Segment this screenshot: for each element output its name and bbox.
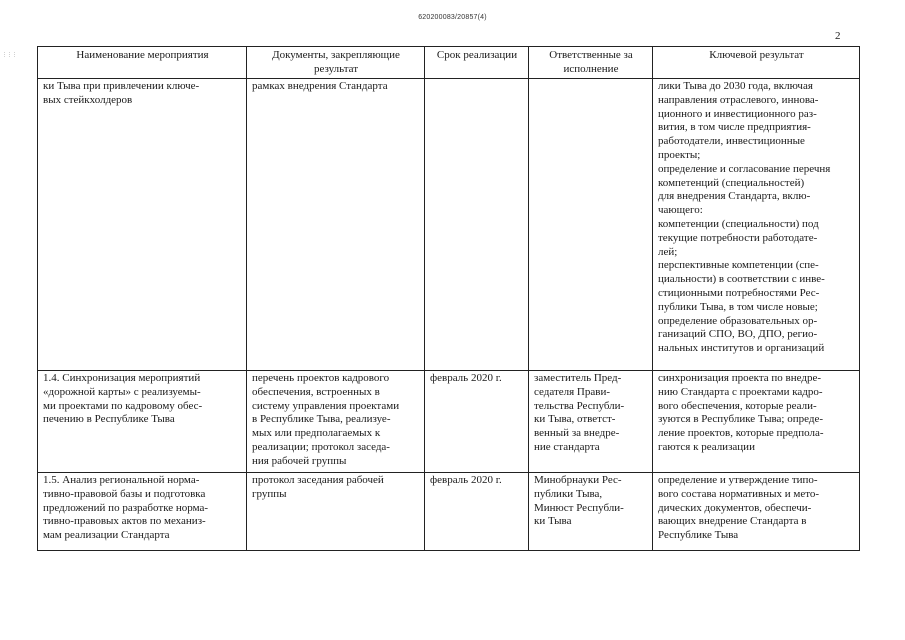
cell-key-result: лики Тыва до 2030 года, включая направления отраслевого, иннова- ционного и инвестиционного раз- вития, в том числе предприятия- работодатели, инвестиционные проекты; определение и согласование перечня компетенций (специальностей) для внедрения Стандарта, вклю- чающего: компетенции (специальности) под текущие потребности работодате- лей; перспективные компетенции (спе- циальности) в соответствии с инве- стиционными потребностями Рес- публики Тыва, в том числе новые; определение образовательных ор- ганизаций СПО, ВО, ДПО, регио- нальных институтов и организаций <box>653 79 860 371</box>
table-row <box>38 473 860 551</box>
column-header-key-result: Ключевой результат <box>653 47 860 79</box>
cell-deadline: февраль 2020 г. <box>425 371 529 473</box>
cell-documents: рамках внедрения Стандарта <box>247 79 425 371</box>
document-id: 620200083/20857(4) <box>418 14 487 21</box>
column-header-responsible: Ответственные за исполнение <box>529 47 653 79</box>
cell-event-name: ки Тыва при привлечении ключе- вых стейкхолдеров <box>38 79 247 371</box>
cell-responsible <box>529 79 653 371</box>
cell-responsible: Минобрнауки Рес- публики Тыва, Минюст Республи- ки Тыва <box>529 473 653 551</box>
cell-deadline: февраль 2020 г. <box>425 473 529 551</box>
column-header-documents: Документы, закрепляющие результат <box>247 47 425 79</box>
cell-key-result: определение и утверждение типо- вого состава нормативных и мето- дических документов, обеспечи- вающих внедрение Стандарта в Республике Тыва <box>653 473 860 551</box>
page-number: 2 <box>835 30 841 42</box>
cell-documents: перечень проектов кадрового обеспечения, встроенных в систему управления проектами в Республике Тыва, реализуе- мых или предполагаемых к реализации; протокол заседа- ния рабочей группы <box>247 371 425 473</box>
table-row <box>38 371 860 473</box>
table-row <box>38 79 860 371</box>
cell-event-name: 1.5. Анализ региональной норма- тивно-правовой базы и подготовка предложений по разработке норма- тивно-правовых актов по механиз- мам реализации Стандарта <box>38 473 247 551</box>
cell-key-result: синхронизация проекта по внедре- нию Стандарта с проектами кадро- вого обеспечения, которые реали- зуются в Республике Тыва; опреде- ление проектов, которые предпола- гаются к реализации <box>653 371 860 473</box>
column-header-deadline: Срок реализации <box>425 47 529 79</box>
cell-event-name: 1.4. Синхронизация мероприятий «дорожной карты» с реализуемы- ми проектами по кадровому обес- печению в Республике Тыва <box>38 371 247 473</box>
table-header-row <box>38 47 860 79</box>
scan-margin-mark: ⋮⋮⋮ <box>2 52 17 58</box>
column-header-event-name: Наименование мероприятия <box>38 47 247 79</box>
cell-responsible: заместитель Пред- седателя Прави- тельства Республи- ки Тыва, ответст- венный за внедре- ние стандарта <box>529 371 653 473</box>
cell-documents: протокол заседания рабочей группы <box>247 473 425 551</box>
action-plan-table <box>37 46 860 551</box>
cell-deadline <box>425 79 529 371</box>
